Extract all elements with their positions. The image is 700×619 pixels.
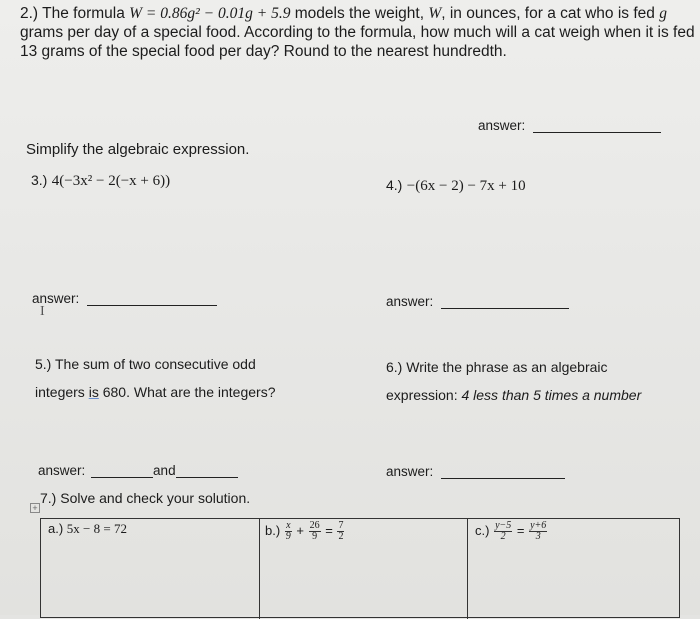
q3-answer [32, 291, 217, 306]
answer-blank[interactable] [533, 132, 661, 133]
q5-answer [38, 463, 238, 478]
q6-text: expression: [386, 387, 462, 403]
answer-label: answer: [386, 294, 434, 309]
q3-expression: 4(−3x² − 2(−x + 6)) [51, 173, 171, 189]
answer-label: answer: [32, 291, 80, 306]
question-number: 3.) [31, 172, 48, 188]
answer-blank-second[interactable] [176, 477, 238, 478]
denominator: 3 [535, 531, 541, 542]
q5-text: integers [35, 384, 89, 400]
q7a [48, 521, 127, 537]
and-label: and [153, 463, 176, 478]
question-4 [386, 177, 526, 195]
question-5 [35, 350, 276, 406]
answer-blank[interactable] [441, 308, 569, 309]
q6-line-2 [386, 381, 641, 409]
denominator: 2 [500, 531, 506, 542]
fraction [309, 521, 321, 542]
q7-table [40, 518, 680, 618]
fraction [285, 521, 292, 542]
q6-answer [386, 464, 565, 479]
q2-text: The formula [42, 5, 130, 22]
numerator: y−5 [495, 520, 512, 531]
question-2 [20, 4, 695, 61]
fraction [494, 521, 512, 542]
q2-text: models the weight, [290, 5, 429, 22]
operator: = [325, 522, 333, 538]
answer-label: answer: [478, 118, 526, 133]
question-number: 2.) [20, 5, 39, 22]
question-2-line-2: grams per day of a special food. According to the formula, how much will a cat weigh when it is fed [20, 24, 695, 41]
text-cursor-icon: I [40, 304, 45, 319]
question-3 [31, 172, 170, 190]
q7-cell-c[interactable] [467, 519, 679, 619]
answer-blank[interactable] [87, 305, 217, 306]
part-label: a.) [48, 521, 64, 536]
q6-phrase: 4 less than 5 times a number [461, 387, 642, 403]
q2-formula: W = 0.86g² − 0.01g + 5.9 [129, 5, 291, 22]
q7b [265, 521, 345, 542]
numerator: 26 [309, 520, 320, 531]
plus-box-icon[interactable]: + [30, 503, 40, 513]
q5-text: 680. What are the integers? [98, 384, 276, 400]
q5-text: is [88, 384, 99, 400]
denominator: 2 [338, 531, 344, 542]
question-6 [386, 353, 641, 409]
question-7-title: 7.) Solve and check your solution. [40, 490, 251, 506]
answer-label: answer: [386, 464, 434, 479]
question-number: 4.) [386, 177, 403, 193]
question-2-line-3: 13 grams of the special food per day? Round to the nearest hundredth. [20, 43, 507, 60]
q5-line-2 [35, 378, 276, 406]
q5-line-1: 5.) The sum of two consecutive odd [35, 356, 256, 372]
part-label: c.) [475, 522, 490, 538]
q2-text: , in ounces, for a cat who is fed [441, 5, 660, 22]
question-2-line-1 [20, 4, 695, 23]
q7-cell-a[interactable] [41, 519, 260, 619]
denominator: 9 [312, 531, 318, 542]
operator: + [296, 522, 305, 538]
q6-line-1: 6.) Write the phrase as an algebraic [386, 359, 608, 375]
answer-blank[interactable] [441, 478, 565, 479]
q7c [475, 521, 548, 542]
answer-label: answer: [38, 463, 86, 478]
q7a-equation: 5x − 8 = 72 [66, 521, 127, 536]
numerator: 7 [338, 520, 344, 531]
q2-answer [478, 118, 661, 133]
numerator: y+6 [530, 520, 547, 531]
fraction [337, 521, 344, 542]
answer-blank-first[interactable] [91, 477, 153, 478]
numerator: x [286, 520, 291, 531]
denominator: 9 [285, 531, 291, 542]
q4-answer [386, 294, 569, 309]
operator: = [516, 522, 525, 538]
part-label: b.) [265, 522, 281, 538]
fraction [529, 521, 547, 542]
section-instruction: Simplify the algebraic expression. [26, 141, 250, 158]
q2-variable: g [659, 5, 667, 22]
q7-cell-b[interactable] [259, 519, 468, 619]
q4-expression: −(6x − 2) − 7x + 10 [406, 178, 526, 194]
q2-variable: W [428, 5, 442, 22]
